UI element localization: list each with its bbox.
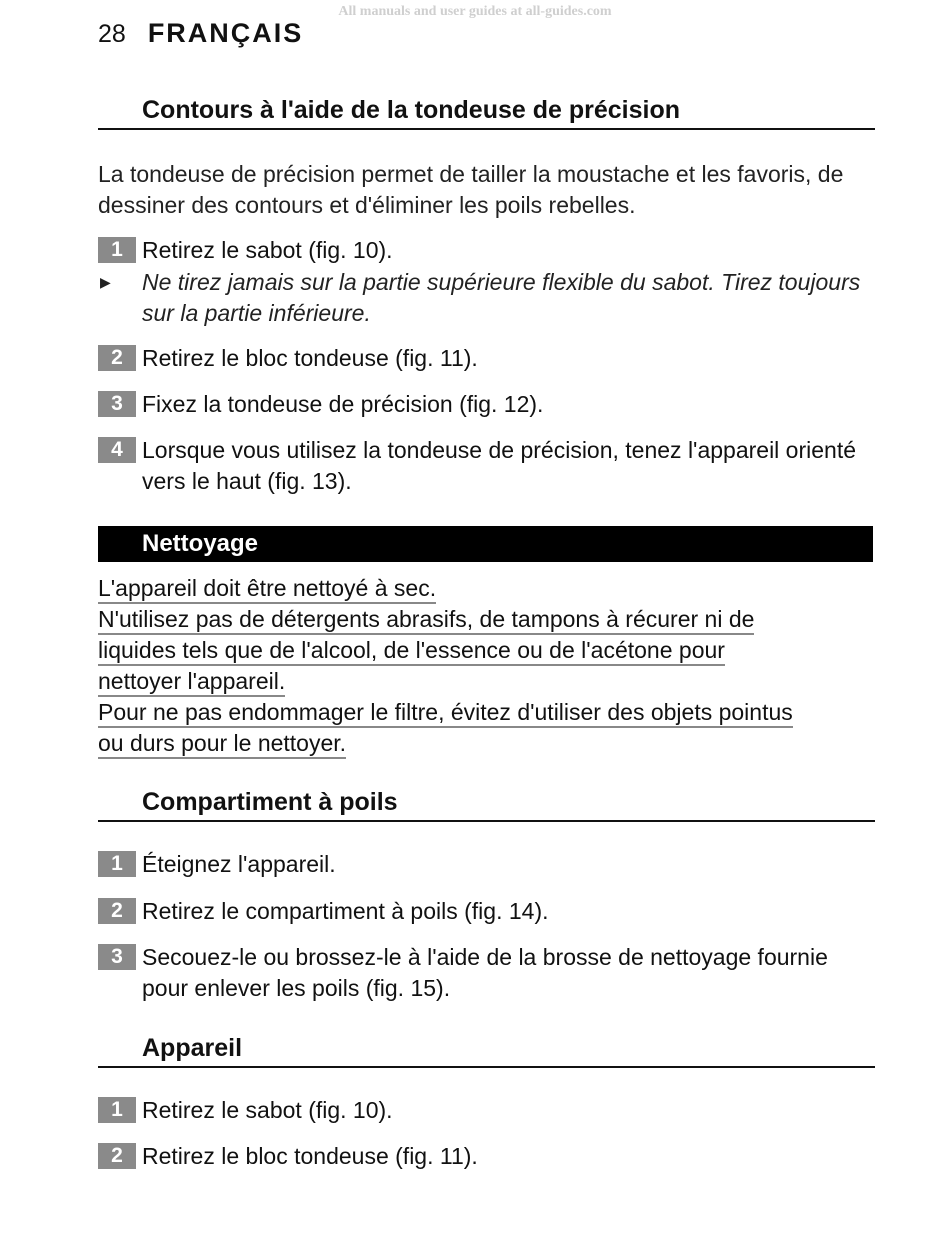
section-heading-cleaning: Nettoyage — [98, 526, 873, 562]
warning-line: Pour ne pas endommager le filtre, évitez d'utiliser des objets pointus — [98, 698, 793, 728]
tip-note — [98, 267, 878, 329]
triangle-bullet-icon: ▶ — [100, 274, 111, 290]
warning-line: N'utilisez pas de détergents abrasifs, de tampons à récurer ni de — [98, 605, 754, 635]
step-text: Retirez le compartiment à poils (fig. 14). — [142, 898, 549, 924]
intro-paragraph: La tondeuse de précision permet de tailler la moustache et les favoris, de dessiner des contours et d'éliminer les poils rebelles. — [98, 161, 844, 218]
step-text: Retirez le sabot (fig. 10). — [142, 237, 393, 263]
step-number-badge: 3 — [98, 391, 136, 417]
warning-line: nettoyer l'appareil. — [98, 667, 285, 697]
section-heading-appliance: Appareil — [98, 1034, 875, 1068]
tip-text: Ne tirez jamais sur la partie supérieure flexible du sabot. Tirez toujours sur la partie inférieure. — [142, 269, 861, 326]
step-item — [98, 1095, 878, 1126]
page-number: 28 — [98, 20, 126, 48]
step-item — [98, 435, 878, 497]
step-text: Fixez la tondeuse de précision (fig. 12). — [142, 391, 544, 417]
step-text: Éteignez l'appareil. — [142, 851, 336, 877]
page-header — [98, 18, 303, 49]
warning-line: ou durs pour le nettoyer. — [98, 729, 346, 759]
step-item — [98, 896, 878, 927]
step-item — [98, 235, 878, 266]
section-heading-precision: Contours à l'aide de la tondeuse de précision — [98, 96, 875, 130]
step-number-badge: 2 — [98, 1143, 136, 1169]
step-number-badge: 2 — [98, 345, 136, 371]
step-text: Retirez le bloc tondeuse (fig. 11). — [142, 345, 478, 371]
step-number-badge: 4 — [98, 437, 136, 463]
step-text: Retirez le sabot (fig. 10). — [142, 1097, 393, 1123]
step-item — [98, 849, 878, 880]
step-number-badge: 3 — [98, 944, 136, 970]
step-number-badge: 1 — [98, 237, 136, 263]
step-item — [98, 389, 878, 420]
step-item — [98, 942, 878, 1004]
language-title: FRANÇAIS — [147, 18, 304, 48]
step-number-badge: 1 — [98, 851, 136, 877]
step-item — [98, 343, 878, 374]
warning-line: L'appareil doit être nettoyé à sec. — [98, 574, 436, 604]
step-text: Lorsque vous utilisez la tondeuse de précision, tenez l'appareil orienté vers le haut (fig. 13). — [142, 437, 856, 494]
watermark: All manuals and user guides at all-guides.com — [338, 4, 612, 19]
warning-line: liquides tels que de l'alcool, de l'essence ou de l'acétone pour — [98, 636, 725, 666]
step-number-badge: 1 — [98, 1097, 136, 1123]
step-text: Retirez le bloc tondeuse (fig. 11). — [142, 1143, 478, 1169]
step-number-badge: 2 — [98, 898, 136, 924]
step-item — [98, 1141, 878, 1172]
section-heading-hair-chamber: Compartiment à poils — [98, 788, 875, 822]
step-text: Secouez-le ou brossez-le à l'aide de la brosse de nettoyage fournie pour enlever les poils (fig. 15). — [142, 944, 828, 1001]
